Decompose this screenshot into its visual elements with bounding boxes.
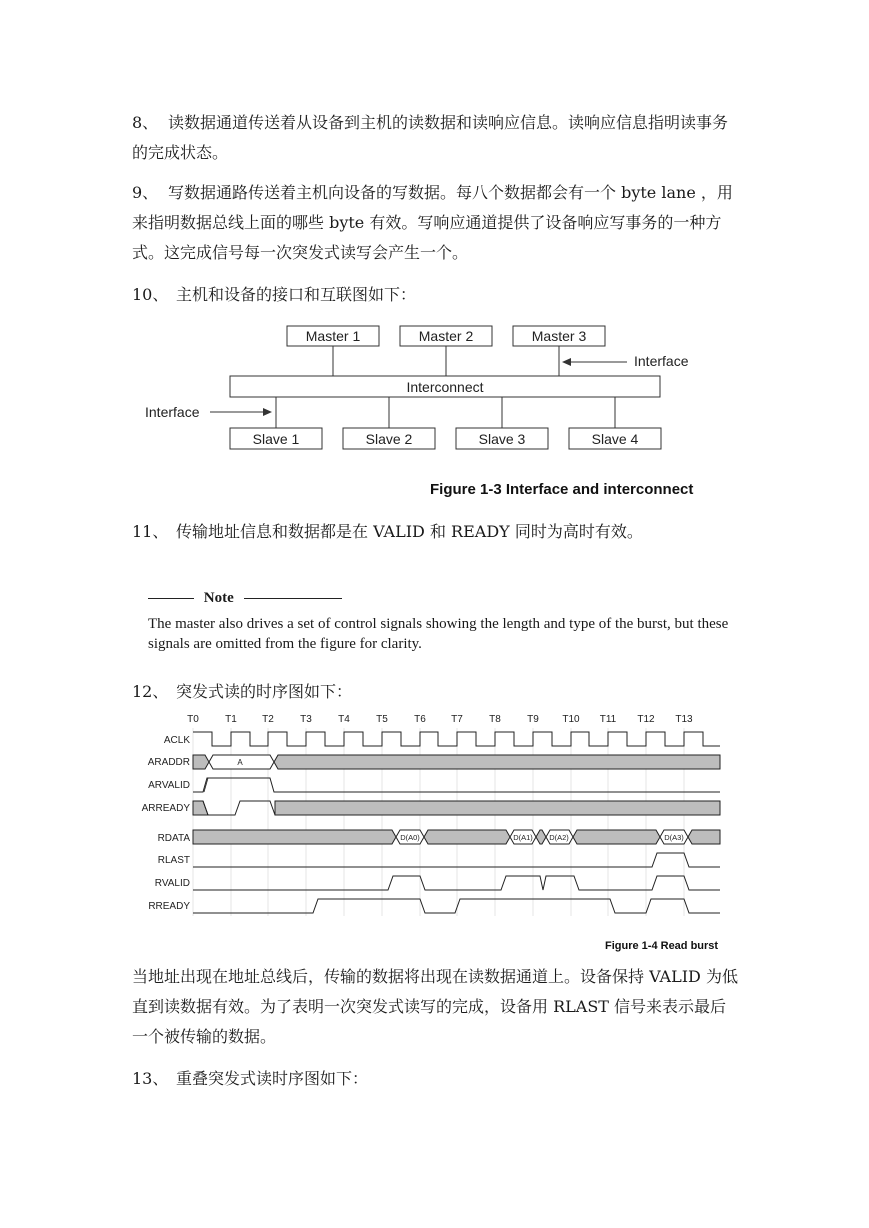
rvalid-waveform	[193, 876, 720, 890]
paragraph-read-burst-explanation: 当地址出现在地址总线后，传输的数据将出现在读数据通道上。设备保持 VALID 为低直到读数据有效。为了表明一次突发式读写的完成，设备用 RLAST 信号来表示最后一个被传输的数据。	[132, 967, 738, 1046]
signal-name-rready: RREADY	[148, 901, 190, 912]
paragraph-text: 主机和设备的接口和互联图如下：	[176, 285, 417, 304]
arvalid-waveform	[193, 778, 720, 792]
item-number: 8、	[132, 113, 159, 132]
paragraph-8	[132, 108, 742, 168]
paragraph-text: 读数据通道传送着从设备到主机的读数据和读响应信息。读响应信息指明读事务的完成状态。	[132, 113, 729, 162]
master-label: Master 3	[531, 328, 587, 344]
clock-label-t6: T6	[414, 714, 426, 725]
item-number: 13、	[132, 1069, 169, 1088]
clock-label-t12: T12	[637, 714, 655, 725]
paragraph-11	[132, 517, 742, 547]
note-rule	[148, 598, 194, 599]
slave-label: Slave 2	[365, 431, 413, 447]
aclk-waveform	[193, 732, 720, 746]
master-label: Master 1	[305, 328, 361, 344]
paragraph-12	[132, 677, 742, 707]
item-number: 11、	[132, 522, 169, 541]
paragraph-10	[132, 280, 742, 310]
interface-label-left: Interface	[145, 404, 200, 420]
arready-waveform	[193, 801, 720, 815]
clock-label-t11: T11	[599, 714, 617, 725]
note-heading	[148, 590, 342, 607]
paragraph-13	[132, 1064, 742, 1094]
araddr-waveform	[193, 755, 720, 769]
araddr-value: A	[237, 758, 243, 767]
paragraph-text: 突发式读的时序图如下：	[176, 682, 353, 701]
arrow-right-icon	[263, 408, 272, 416]
note-title: Note	[203, 590, 234, 606]
clock-label-t10: T10	[562, 714, 580, 725]
rready-waveform	[193, 899, 720, 913]
paragraph-9	[132, 178, 742, 268]
signal-name-rvalid: RVALID	[154, 878, 190, 889]
slave-label: Slave 4	[591, 431, 639, 447]
signal-name-arready: ARREADY	[141, 803, 190, 814]
slave-label: Slave 1	[252, 431, 300, 447]
item-number: 12、	[132, 682, 169, 701]
clock-label-t9: T9	[527, 714, 539, 725]
note-rule	[244, 598, 342, 599]
clock-label-t4: T4	[338, 714, 350, 725]
signal-name-rdata: RDATA	[157, 833, 190, 844]
clock-label-t13: T13	[675, 714, 693, 725]
interface-label-right: Interface	[634, 353, 689, 369]
figure-caption: Figure 1-3 Interface and interconnect	[430, 481, 694, 498]
item-number: 10、	[132, 285, 169, 304]
item-number: 9、	[132, 183, 159, 202]
signal-name-aclk: ACLK	[163, 735, 190, 746]
clock-label-t0: T0	[187, 714, 199, 725]
clock-label-t1: T1	[225, 714, 237, 725]
note-body: The master also drives a set of control signals showing the length and type of the burst, but these signals are omitted from the figure for clarity.	[148, 616, 729, 652]
clock-label-t3: T3	[300, 714, 312, 725]
paragraph-text: 写数据通路传送着主机向设备的写数据。每八个数据都会有一个 byte lane ，用来指明数据总线上面的哪些 byte 有效。写响应通道提供了设备响应写事务的一种方式。这完成信号每一次突发式读写会产生一个。	[132, 183, 733, 262]
clock-label-t2: T2	[262, 714, 274, 725]
interface-interconnect-diagram	[140, 318, 710, 458]
slave-label: Slave 3	[478, 431, 526, 447]
arrow-left-icon	[562, 358, 571, 366]
signal-name-arvalid: ARVALID	[148, 780, 190, 791]
paragraph-text: 传输地址信息和数据都是在 VALID 和 READY 同时为高时有效。	[176, 522, 643, 541]
signal-name-araddr: ARADDR	[147, 757, 190, 768]
master-label: Master 2	[418, 328, 474, 344]
rdata-waveform	[193, 830, 720, 844]
signal-name-rlast: RLAST	[157, 855, 190, 866]
paragraph-text: 重叠突发式读时序图如下：	[176, 1069, 369, 1088]
rdata-value: D(A1)	[513, 833, 533, 842]
clock-label-t5: T5	[376, 714, 388, 725]
rdata-value: D(A2)	[549, 833, 569, 842]
read-burst-timing-diagram	[130, 708, 730, 918]
rlast-waveform	[193, 853, 720, 867]
rdata-value: D(A0)	[400, 833, 420, 842]
clock-label-t7: T7	[451, 714, 463, 725]
figure-caption: Figure 1-4 Read burst	[605, 940, 719, 952]
interconnect-label: Interconnect	[406, 379, 484, 395]
rdata-value: D(A3)	[664, 833, 684, 842]
clock-label-t8: T8	[489, 714, 501, 725]
